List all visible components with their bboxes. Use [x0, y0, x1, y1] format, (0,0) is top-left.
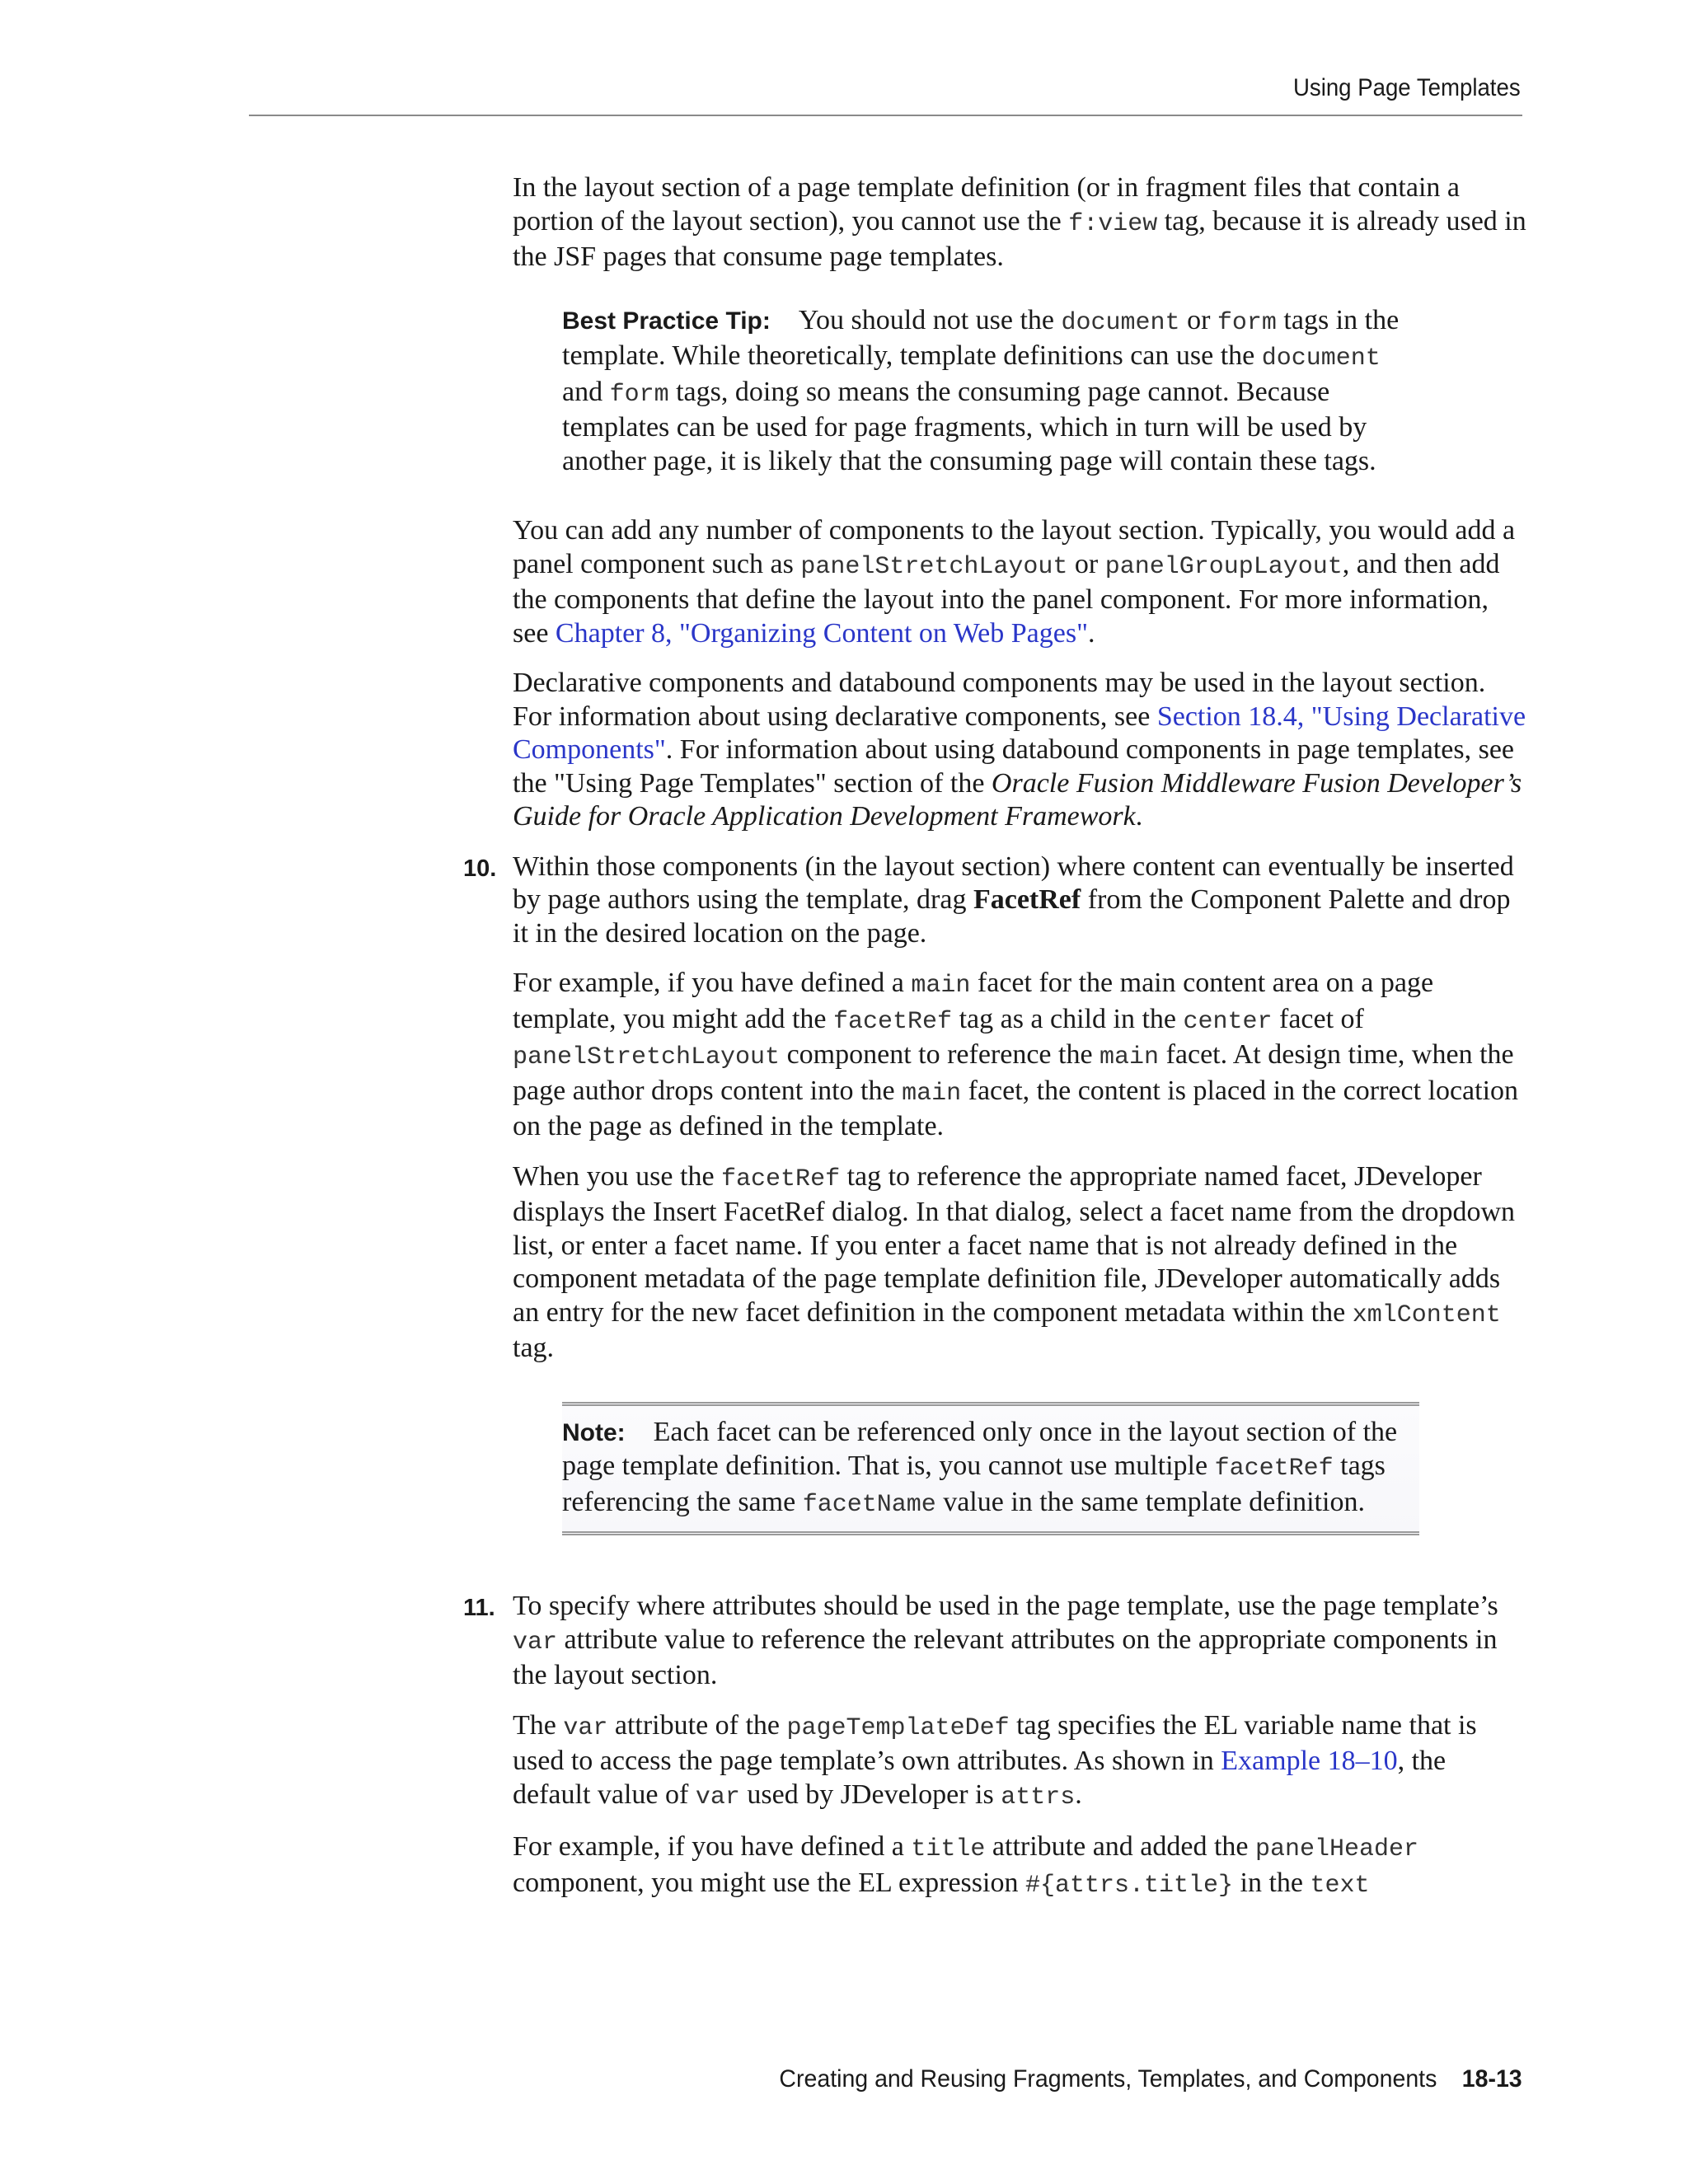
footer-book-title: Creating and Reusing Fragments, Templates, and Components [779, 2065, 1437, 2093]
link-chapter-8[interactable]: Chapter 8, "Organizing Content on Web Pages" [555, 617, 1088, 649]
facetref-bold: FacetRef [973, 884, 1081, 915]
book-title-reference: Oracle Fusion Middleware Fusion Developer’s Guide for Oracle Application Development Framework [513, 767, 1522, 832]
paragraph-title-attribute: For example, if you have defined a title attribute and added the panelHeader component, you might use the EL expression #{attrs.title} in the text [513, 1831, 1419, 1900]
paragraph-main-facet-example: For example, if you have defined a main facet for the main content area on a page template, you might add the facetRef tag as a child in the center facet of panelStretchLayout component to reference the main facet. At design time, when the page author drops content into the main facet, the content is placed in the correct location on the page as defined in the template. [513, 968, 1519, 1141]
page-footer [780, 2065, 1522, 2093]
footer-page-number: 18-13 [1462, 2065, 1522, 2093]
step-11: 11. To specify where attributes should be used in the page template, use the page template’s var attribute value to reference the relevant attributes on the appropriate components in the layout section. [463, 1591, 1498, 1690]
note-label: Note: [562, 1418, 626, 1446]
link-section-18-4[interactable]: Section 18.4, "Using Declarative Components" [513, 701, 1526, 765]
paragraph-components: You can add any number of components to the layout section. Typically, you would add a panel component such as panelStretchLayout or panelGroupLayout, and then add the components that define the layout into the panel component. For more information, see Chapter 8, "Organizing Content on Web Pages". [513, 515, 1516, 649]
page-body [463, 171, 1531, 1919]
running-header-title: Using Page Templates [1293, 74, 1521, 101]
paragraph-facetref-dialog: When you use the facetRef tag to reference the appropriate named facet, JDeveloper displays the Insert FacetRef dialog. In that dialog, select a facet name from the dropdown list, or enter a facet name. If you enter a facet name that is not already defined in the component metadata of the page template definition file, JDeveloper automatically adds an entry for the new facet definition in the component metadata within the xmlContent tag. [513, 1160, 1516, 1363]
paragraph-fview: In the layout section of a page template definition (or in fragment files that contain a portion of the layout section), you cannot use the f:view tag, because it is already used in the JSF pages that consume page templates. [513, 172, 1526, 272]
step-number: 10. [463, 855, 497, 882]
step-10: 10. Within those components (in the layout section) where content can eventually be inserted by page authors using the template, drag FacetRef from the Component Palette and drop it in the desired location on the page. [463, 851, 1514, 949]
paragraph-var-attribute: The var attribute of the pageTemplateDef tag specifies the EL variable name that is used to access the page template’s own attributes. As shown in Example 18–10, the default value of var used by JDeveloper is attrs. [513, 1709, 1477, 1811]
best-practice-tip: Best Practice Tip: You should not use the document or form tags in the template. While theoretically, template definitions can use the document and form tags, doing so means the consuming page cannot. Because templates can be used for page fragments, which in turn will be used by another page, it is likely that the consuming page will contain these tags. [562, 304, 1400, 476]
code-fview: f:view [1068, 209, 1158, 238]
link-example-18-10[interactable]: Example 18–10 [1221, 1746, 1398, 1776]
paragraph-declarative: Declarative components and databound components may be used in the layout section. For information about using declarative components, see Section 18.4, "Using Declarative Components". For information about using databound components in page templates, see the "Using Page Templates" section of the Oracle Fusion Middleware Fusion Developer’s Guide for Oracle Application Development Framework. [513, 668, 1526, 832]
tip-label: Best Practice Tip: [562, 307, 771, 335]
header-rule [249, 115, 1522, 116]
step-number: 11. [463, 1595, 495, 1621]
note-box: Note: Each facet can be referenced only once in the layout section of the page template definition. That is, you cannot use multiple facetRef tags referencing the same facetName value in the same template definition. [562, 1402, 1419, 1536]
